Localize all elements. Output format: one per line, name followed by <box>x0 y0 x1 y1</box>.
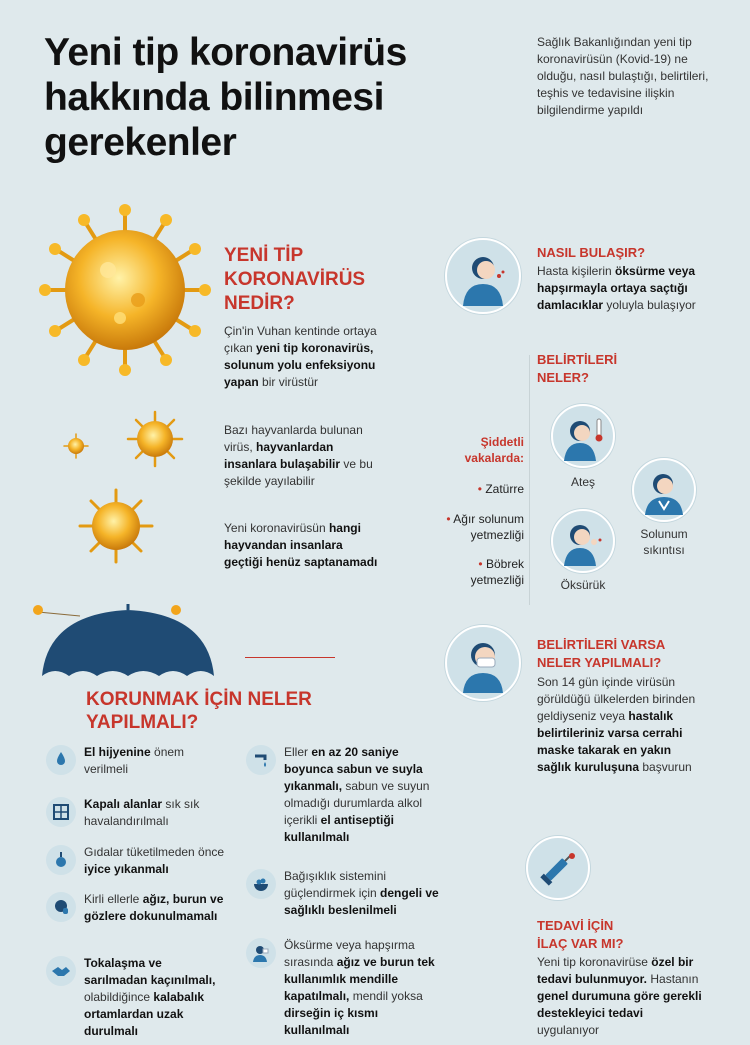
what-p2-tail: ve bu şekilde yayılabilir <box>224 457 373 488</box>
spread-heading: NASIL BULAŞIR? <box>537 245 646 260</box>
treatment-heading-line-2: İLAÇ VAR MI? <box>537 936 624 951</box>
tip-hand-wash-bold-2: el antiseptiği kullanılmalı <box>284 813 395 844</box>
healthy-food-icon <box>246 869 276 899</box>
what-p2-text: Bazı hayvanlarda bulunan virüs, <box>224 423 363 454</box>
what-p2-bold: hayvanlardan insanlara bulaşabilir <box>224 440 341 471</box>
protect-heading <box>86 688 386 734</box>
severe-kidney-line-2: yetmezliği <box>470 573 524 587</box>
severe-pneumonia: • Zatürre <box>477 482 524 496</box>
treatment-text-c: Hastanın <box>647 972 699 986</box>
masked-person-icon <box>445 625 521 701</box>
tip-cough-cover-bold-2: dirseğin iç kısmı kullanılmalı <box>284 1006 379 1037</box>
tip-nutrition-bold: dengeli ve sağlıklı beslenilmeli <box>284 886 439 917</box>
faucet-icon <box>246 745 276 775</box>
severe-cases-label <box>440 434 524 466</box>
symptom-cough-label: Öksürük <box>560 578 606 592</box>
if-symptoms-text-a: Son 14 gün içinde virüsün görüldüğü ülkelerden birinden geldiyseniz veya <box>537 675 696 723</box>
tip-cough-cover-text-2: mendil yoksa <box>349 989 423 1003</box>
tip-face-touch-bold: ağız, burun ve gözlere dokunulmamalı <box>84 892 224 923</box>
tip-hand-hygiene-bold: El hijyenine <box>84 745 151 759</box>
if-symptoms-heading <box>537 636 717 672</box>
severe-kidney: • Böbrek yetmezliği <box>420 556 524 588</box>
intro-text: Sağlık Bakanlığından yeni tip koronavirüsün (Kovid-19) ne olduğu, nasıl bulaştığı, belirtileri, teşhis ve tedavisine ilişkin bilgilendirme yapıldı <box>537 35 709 117</box>
tip-handshake-bold-2: kalabalık ortamlardan uzak durulmalı <box>84 990 205 1038</box>
virus-illustration-small <box>125 410 185 468</box>
tip-face-touch-text: Kirli ellerle <box>84 892 143 906</box>
treatment-heading <box>537 917 623 953</box>
treatment-text-a: Yeni tip koronavirüse <box>537 955 652 969</box>
what-paragraph-2 <box>224 422 384 490</box>
page-title: Yeni tip koronavirüs hakkında bilinmesi gerekenler <box>44 31 407 164</box>
tip-hand-hygiene <box>46 744 226 778</box>
tip-cough-cover <box>246 937 446 1039</box>
if-symptoms-heading-line-1: BELİRTİLERİ VARSA <box>537 637 666 652</box>
tip-hand-hygiene-text: önem verilmeli <box>84 745 185 776</box>
symptoms-divider <box>529 355 530 605</box>
symptom-breath-line-2: sıkıntısı <box>643 543 685 557</box>
tip-ventilation-text: sık sık havalandırılmalı <box>84 797 200 828</box>
severe-respiratory-line-2: yetmezliği <box>470 528 524 542</box>
if-symptoms-text <box>537 674 707 776</box>
protect-heading-line-2: YAPILMALI? <box>86 712 199 733</box>
if-symptoms-heading-line-2: NELER YAPILMALI? <box>537 655 662 670</box>
treatment-text <box>537 954 707 1039</box>
hand-drop-icon <box>46 745 76 775</box>
tip-handshake-bold: Tokalaşma ve sarılmadan kaçınılmalı, <box>84 956 216 987</box>
tip-nutrition-text: Bağışıklık sistemini güçlendirmek için <box>284 869 387 900</box>
food-wash-icon <box>46 845 76 875</box>
tip-cough-cover-text: Öksürme veya hapşırma sırasında <box>284 938 415 969</box>
what-p3-text: Yeni koronavirüsün <box>224 521 329 535</box>
what-p1-text: Çin'in Vuhan kentinde ortaya çıkan <box>224 324 377 355</box>
symptom-fever-label: Ateş <box>570 475 595 489</box>
tip-handshake-text: olabildiğince <box>84 990 154 1004</box>
syringe-icon <box>526 836 590 900</box>
tip-ventilation-bold: Kapalı alanlar <box>84 797 163 811</box>
spread-text-bold: öksürme veya hapşırmayla ortaya saçtığı damlacıklar <box>537 264 696 312</box>
symptom-breath-line-1: Solunum <box>640 527 688 541</box>
treatment-text-bold-2: genel durumuna göre gerekli destekleyici tedavi <box>537 989 702 1020</box>
severe-kidney-line-1: Böbrek <box>485 557 524 571</box>
symptoms-heading <box>537 351 617 387</box>
virus-illustration-medium <box>76 487 156 565</box>
what-p1-bold: yeni tip koronavirüs, solunum yolu enfeksiyonu yapan <box>224 341 376 389</box>
tip-food-wash-text: Gıdalar tüketilmeden önce <box>84 845 225 859</box>
what-p1-tail: bir virüstür <box>258 375 319 389</box>
protect-divider <box>245 657 335 658</box>
umbrella-illustration <box>28 600 228 682</box>
cough-icon <box>551 509 615 573</box>
severe-pneumonia-text: Zatürre <box>485 482 524 496</box>
virus-illustration-large <box>30 200 220 380</box>
tip-cough-cover-bold: ağız ve burun tek kullanımlık mendille kapatılmalı, <box>284 955 435 1003</box>
symptoms-heading-line-1: BELİRTİLERİ <box>537 352 618 367</box>
handshake-icon <box>46 956 76 986</box>
if-symptoms-text-bold: hastalık belirtileriniz varsa cerrahi maske takarak en yakın sağlık kuruluşuna <box>537 709 683 774</box>
if-symptoms-text-tail: başvurun <box>639 760 692 774</box>
cough-tissue-icon <box>246 938 276 968</box>
tip-food-wash <box>46 844 226 878</box>
what-paragraph-1 <box>224 323 384 391</box>
virus-illustration-tiny <box>63 433 89 459</box>
tip-face-touch <box>46 891 226 925</box>
what-heading: YENİ TİP KORONAVİRÜS NEDİR? <box>224 245 366 314</box>
severe-label-line-2: vakalarda: <box>464 451 524 465</box>
treatment-text-tail: uygulanıyor <box>537 1023 600 1037</box>
breathing-difficulty-icon <box>632 458 696 522</box>
what-p3-bold: hangi hayvandan insanlara geçtiği henüz saptanamadı <box>224 521 378 569</box>
face-touch-icon <box>46 892 76 922</box>
spread-text-tail: yoluyla bulaşıyor <box>603 298 696 312</box>
severe-respiratory: • Ağır solunum yetmezliği <box>420 511 524 543</box>
treatment-heading-line-1: TEDAVİ İÇİN <box>537 918 614 933</box>
tip-ventilation <box>46 796 226 830</box>
tip-hand-wash-bold: en az 20 saniye boyunca sabun ve suyla yıkanmalı, <box>284 745 423 793</box>
severe-label-line-1: Şiddetli <box>480 435 524 449</box>
tip-hand-wash-text-2: sabun ve suyun olmadığı durumlarda alkol içerikli <box>284 779 430 827</box>
tip-handshake <box>46 955 226 1040</box>
treatment-text-bold: özel bir tedavi bulunmuyor. <box>537 955 694 986</box>
fever-thermometer-icon <box>551 404 615 468</box>
spread-text-a: Hasta kişilerin <box>537 264 616 278</box>
what-paragraph-3 <box>224 520 384 571</box>
sneeze-person-icon <box>445 238 521 314</box>
tip-food-wash-bold: iyice yıkanmalı <box>84 862 169 876</box>
symptom-breath-label <box>620 526 708 558</box>
tip-nutrition <box>246 868 446 919</box>
tip-hand-wash-text: Eller <box>284 745 312 759</box>
symptoms-heading-line-2: NELER? <box>537 370 589 385</box>
window-icon <box>46 797 76 827</box>
protect-heading-line-1: KORUNMAK İÇİN NELER <box>86 689 312 710</box>
tip-hand-wash <box>246 744 446 846</box>
spread-text <box>537 263 707 314</box>
severe-respiratory-line-1: Ağır solunum <box>453 512 524 526</box>
